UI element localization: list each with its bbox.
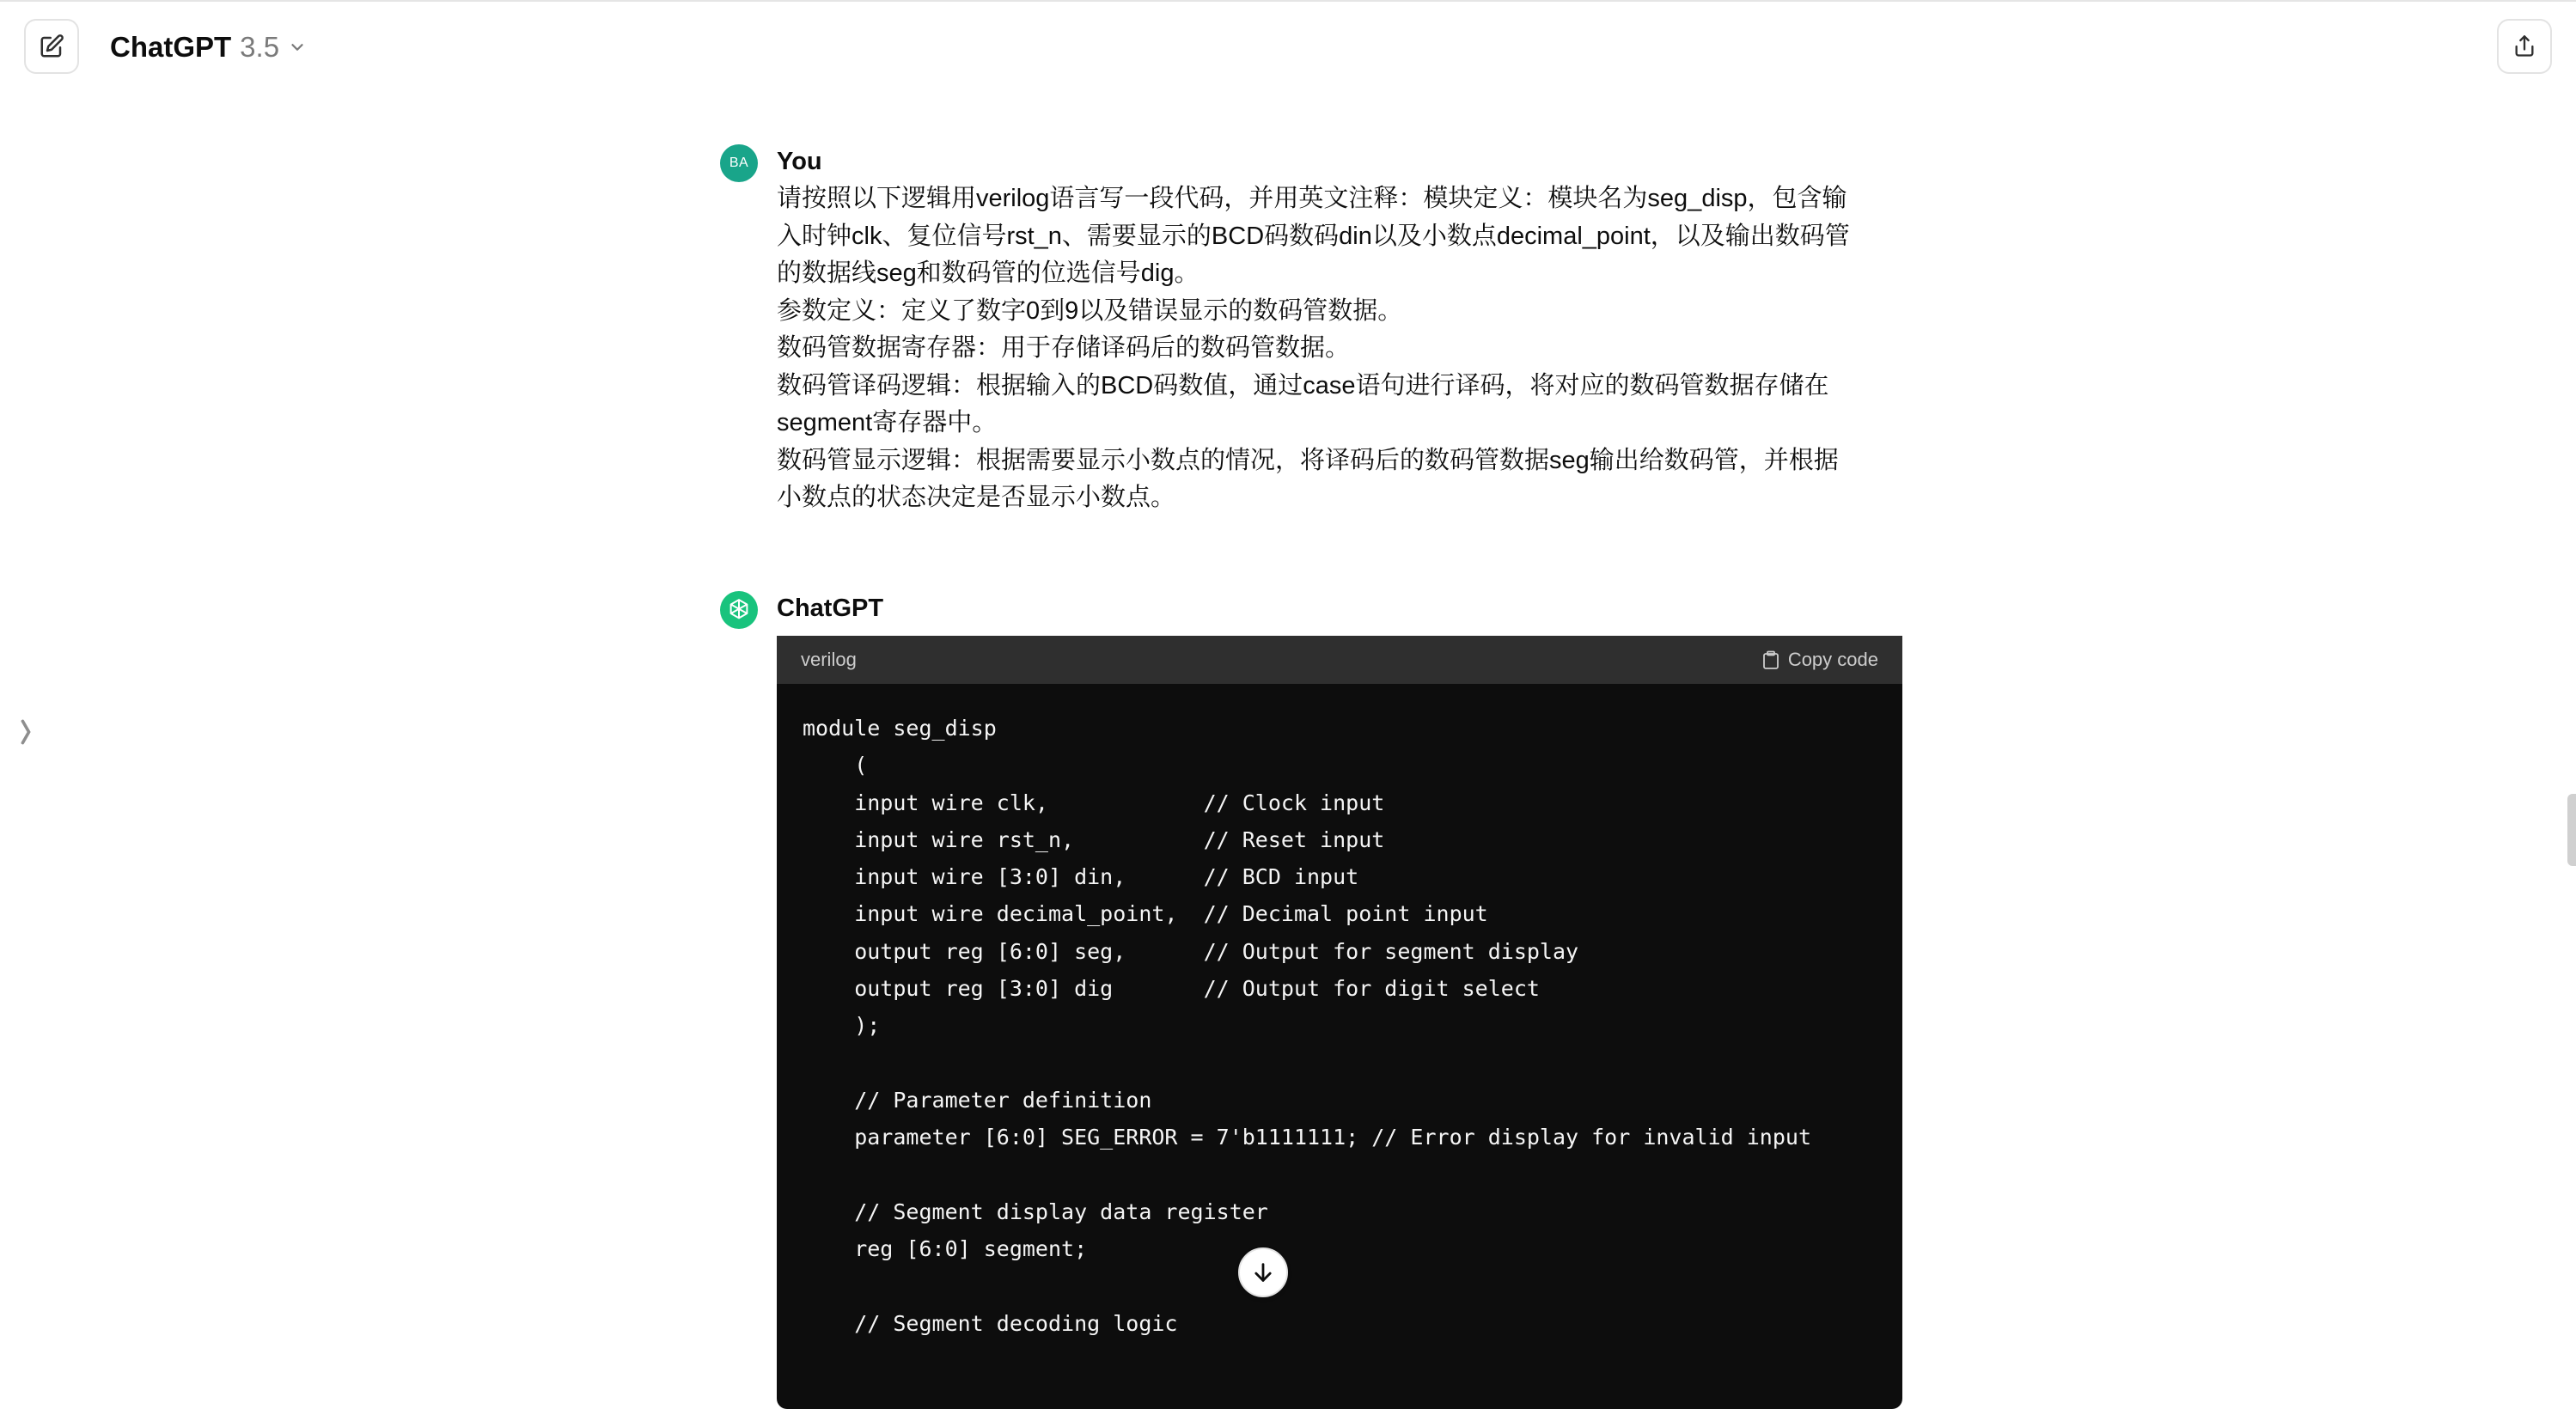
- code-line: input wire rst_n, // Reset input: [803, 826, 1385, 852]
- code-language-label: verilog: [801, 649, 857, 670]
- code-line: module seg_disp: [803, 716, 997, 741]
- code-block-header: [777, 636, 1902, 684]
- share-button[interactable]: [2497, 19, 2552, 74]
- code-line: // Segment display data register: [803, 1199, 1268, 1224]
- scrollbar-thumb[interactable]: [2567, 794, 2576, 866]
- openai-logo-icon: [720, 591, 758, 629]
- model-name: ChatGPT: [110, 31, 232, 63]
- code-line: [803, 1045, 1877, 1082]
- code-line: output reg [3:0] dig // Output for digit select: [803, 976, 1540, 1002]
- code-content: [777, 684, 1902, 1342]
- message-paragraph: 参数定义：定义了数字0到9以及错误显示的数码管数据。: [777, 296, 1403, 325]
- code-line: input wire decimal_point, // Decimal point input: [803, 901, 1488, 927]
- clipboard-icon: [1762, 650, 1779, 669]
- copy-code-label: Copy code: [1787, 649, 1878, 670]
- message-paragraph: 数码管显示逻辑：根据需要显示小数点的情况，将译码后的数码管数据seg输出给数码管，并根据小数点的状态决定是否显示小数点。: [777, 446, 1839, 511]
- code-line: parameter [6:0] SEG_ERROR = 7'b1111111; // Error display for invalid input: [803, 1125, 1811, 1150]
- code-line: [803, 1267, 1877, 1304]
- code-line: input wire clk, // Clock input: [803, 790, 1385, 815]
- share-upload-icon: [2512, 34, 2536, 58]
- user-message-text: [777, 180, 1851, 517]
- new-chat-button[interactable]: [24, 19, 79, 74]
- message-paragraph: 请按照以下逻辑用verilog语言写一段代码，并用英文注释：模块定义：模块名为seg_disp，包含输入时钟clk、复位信号rst_n、需要显示的BCD码数码din以及小数点decimal_point，以及输出数码管的数据线seg和数码管的位选信号dig。: [777, 185, 1850, 287]
- code-line: [803, 1156, 1877, 1193]
- avatar: BA: [720, 144, 758, 182]
- code-line: // Segment decoding logic: [803, 1310, 1178, 1336]
- code-block: [777, 636, 1902, 1409]
- code-line: );: [803, 1013, 881, 1039]
- pencil-square-icon: [39, 34, 64, 59]
- chevron-right-icon: [18, 717, 34, 747]
- copy-code-button[interactable]: [1762, 649, 1878, 671]
- model-version: 3.5: [240, 31, 280, 63]
- arrow-down-icon: [1251, 1260, 1275, 1284]
- scroll-to-bottom-button[interactable]: [1238, 1247, 1288, 1297]
- code-line: // Parameter definition: [803, 1087, 1152, 1113]
- code-line: input wire [3:0] din, // BCD input: [803, 864, 1359, 890]
- assistant-message: [720, 591, 1902, 1336]
- message-paragraph: 数码管数据寄存器：用于存储译码后的数码管数据。: [777, 334, 1351, 362]
- message-author: You: [777, 148, 822, 175]
- user-message: [720, 144, 1902, 522]
- code-line: (: [803, 753, 868, 778]
- code-line: reg [6:0] segment;: [803, 1236, 1088, 1262]
- message-paragraph: 数码管译码逻辑：根据输入的BCD码数值，通过case语句进行译码，将对应的数码管数据存储在segment寄存器中。: [777, 371, 1829, 436]
- model-selector[interactable]: [110, 26, 307, 69]
- message-author: ChatGPT: [777, 595, 884, 622]
- code-line: output reg [6:0] seg, // Output for segment display: [803, 938, 1579, 964]
- chevron-down-icon: [288, 38, 307, 57]
- sidebar-toggle[interactable]: [15, 713, 36, 751]
